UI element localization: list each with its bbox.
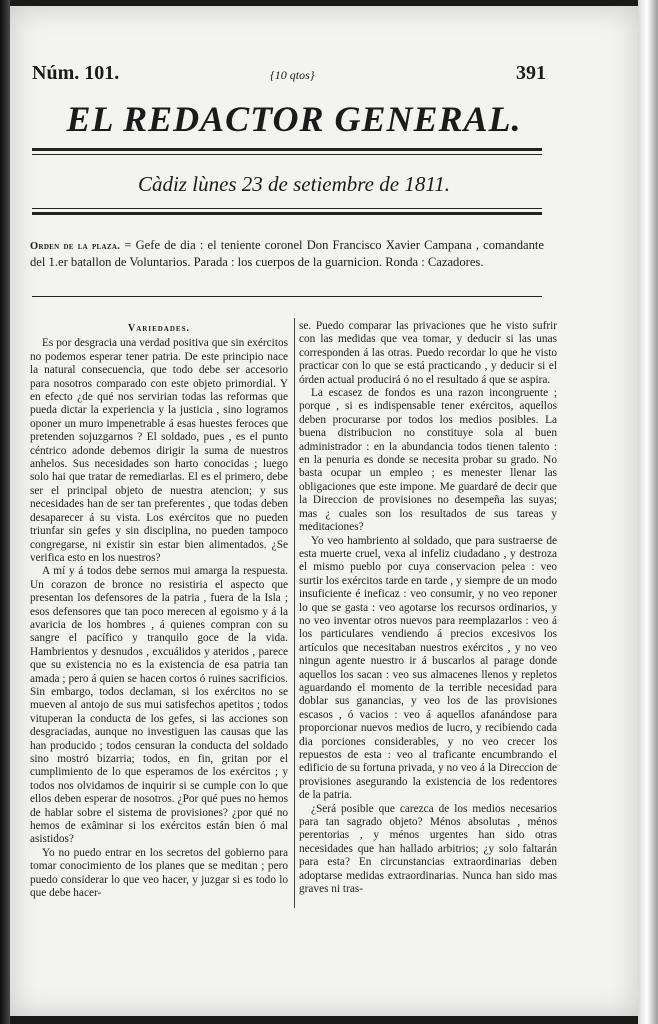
price: {10 qtos} [270,68,315,82]
issue-number: Núm. 101. [32,62,120,84]
section-title: Variedades. [128,323,190,334]
column-divider [294,318,295,908]
article-paragraph: La escasez de fondos es una razon incongruente ; porque , si es indispensable tener exércitos, aquellos deben procurarse por todos los medios posibles. La buena distribucion no constituye sola al buen administrador : en la abundancia todos tienen talento : en la penuria es donde se necesita probar su grado. No basta ocupar un empleo ; es menester llenar las obligaciones que este impone. Me guardaré de decir que la Direccion de provisiones no desempeña las suyas; mas ¿ cuales son los resultados de sus tareas y meditaciones? [299,387,557,534]
dateline: Càdiz lùnes 23 de setiembre de 1811. [137,172,451,196]
orden-rule [32,296,542,297]
orden-label: Orden de la plaza. [30,241,121,252]
page-stack-edge [638,0,658,1024]
book-binding-edge [0,0,10,1024]
article-paragraph: Yo veo hambriento al soldado, que para sustraerse de esta muerte cruel, vexa al infeliz ciudadano , y destroza el mismo pueblo por cuya conservacion pelea : veo surtir los exércitos tarde en tarde , y siempre de un modo insuficiente é ineficaz : veo consumir, y no veo reponer lo que se gasta : veo agotarse los recursos ordinarios, y no veo inventar otros nuevos para reemplazarlos : veo á los particulares vendiendo á precios excesivos los artículos que necesitaban nuestros exércitos , y no veo ningun agente nuestro ir á buscarlos al parage donde aquellos los sacan : veo sus almacenes llenos y repletos aguardando el momento de la terrible necesidad para doblar sus ganancias, y veo los de las provisiones escasos , ó vacios : veo á aquellos afanándose para proporcionar nuevos medios de lucro, y recibiendo cada dia porciones considerables, y no veo crecer los repuestos de esta : veo al traficante encumbrando el edificio de su fortuna privada, y no veo á la Direccion de provisiones asegurando la existencia de los redentores de la patria. [299,534,557,802]
newspaper-page [10,6,638,1016]
page-number: 391 [516,62,546,84]
newspaper-title: EL REDACTOR GENERAL. [66,99,522,139]
title-rule-thin [32,154,542,155]
orden-de-la-plaza [30,238,544,271]
title-rule-thick [32,148,542,151]
article-paragraph: A mí y á todos debe sernos mui amarga la respuesta. Un corazon de bronce no resistiria el aspecto que presentan los defensores de la patria , fuera de la Isla ; esos defensores que tan poco merecen al egoismo y á la avaricia de los hombres , á quienes compran con su sangre el pacífico y tranquilo goce de la vida. Hambrientos y desnudos , excuálidos y ateridos , parece que su existencia no es la existencia de esa patria tan amada ; pero á quien se hacen cortos ó ruines sacrificios. Sin embargo, todos declaman, si los exércitos no se mueven al antojo de sus mui satisfechos apetitos ; todos vituperan la conducta de los gefes, si las acciones son desgraciadas, aunque no investiguen las causas que las han producido ; todos censuran la conducta del soldado sino mostró bizarria; todos, en fin, gritan por el cumplimiento de lo que esperamos de los exércitos ; y todos nos olvidamos de inquirir si se cumple con lo que ellos deben esperar de nosotros. ¿Por qué pues no hemos de hablar sobre el sistema de provisiones? ¿por qué no hemos de exâminar si los exércitos están bien ó mal asistidos? [30,565,288,846]
orden-text: = Gefe de dia : el teniente coronel Don Francisco Xavier Campana , comandante del 1.er batallon de Voluntarios. Parada : los cuerpos de la guarnicion. Ronda : Cazadores. [30,238,545,269]
dateline-rule-thin [32,208,542,209]
dateline-rule-thick [32,212,542,215]
left-column [30,320,288,900]
masthead-row [32,62,546,92]
article-paragraph: ¿Será posible que carezca de los medios necesarios para tan sagrado objeto? Ménos absolutas , ménos perentorias , y ménos urgentes han sido otras necesidades que han hallado arbitrios; ¿y solo faltarán para esta? En circunstancias extraordinarias deben adoptarse medidas extraordinarias. Nunca han sido mas graves ni tras- [299,802,557,896]
article-paragraph: se. Puedo comparar las privaciones que he visto sufrir con las medidas que vea tomar, y deducir si las unas corresponden á las otras. Puedo recordar lo que he visto practicar con lo que se está practicando , y deducir si el órden actual producirá ó no el resultado á que se aspira. [299,320,557,386]
article-paragraph: Es por desgracia una verdad positiva que sin exércitos no podemos esperar tener patria. De este principio nace la natural consecuencia, que todo debe ser accesorio para nosotros comparado con este objeto primordial. Y en efecto ¿de qué nos servirian todas las reformas que pueda dictar la experiencia y la justicia , sino logramos oponer un muro impenetrable á esas huestes feroces que pretenden sojuzgarnos ? El soldado, pues , es el punto céntrico adonde debemos dirigir la suma de nuestros anhelos. Sus necesidades son harto conocidas ; luego solo hai que tratar de remediarlas. El es el primero, debe ser el principal objeto de nuestra atencion; y sus necesidades han de ser tan preferentes , que todas deben desaparecer á su vista. Los exércitos que no pueden triunfar sin gefes y sin disciplina, no pueden tampoco congregarse, ni existir sin estar bien alimentados. ¿Se verifica esto en los nuestros? [30,337,288,564]
article-paragraph: Yo no puedo entrar en los secretos del gobierno para tomar conocimiento de los planes que se meditan ; pero puedo considerar lo que veo hacer, y juzgar si es todo lo que debe hacer- [30,846,288,900]
right-column [299,320,557,896]
